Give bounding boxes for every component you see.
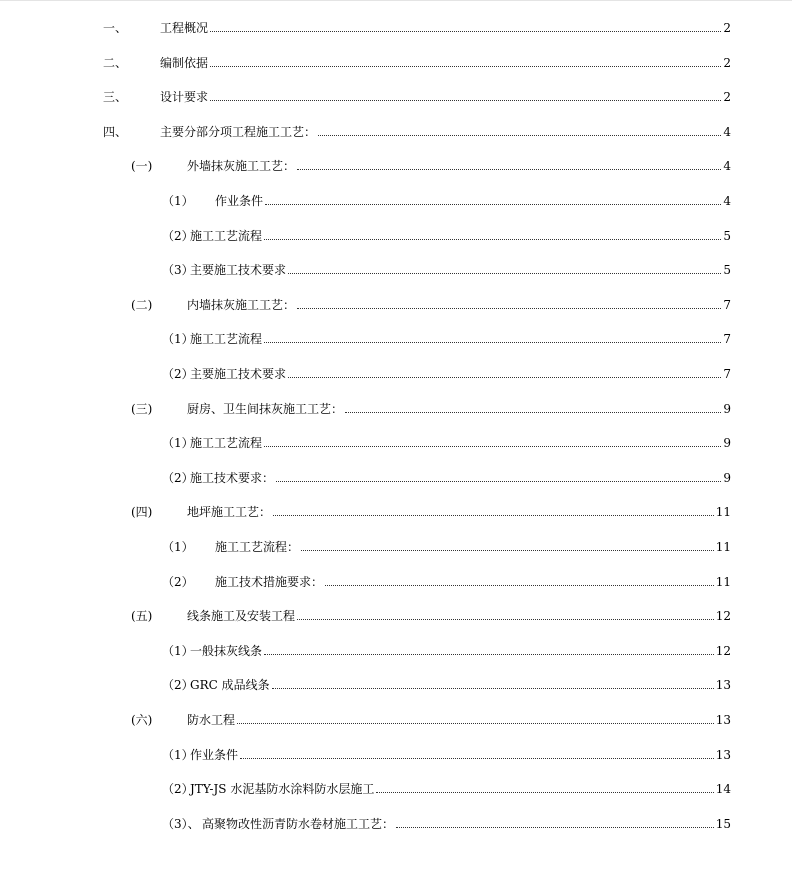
- toc-entry-page-number: 5: [723, 229, 731, 243]
- dot-leader: [264, 342, 721, 343]
- dot-leader: [210, 100, 721, 101]
- toc-entry-title: 施工技术措施要求：: [215, 575, 324, 589]
- dot-leader: [264, 654, 714, 655]
- toc-entry-page-number: 13: [715, 748, 731, 762]
- toc-entry-title: 一般抹灰线条: [190, 644, 263, 658]
- toc-entry-page-number: 11: [715, 540, 731, 554]
- toc-entry-page-number: 9: [723, 436, 731, 450]
- toc-entry-page-number: 7: [723, 298, 731, 312]
- toc-entry-page-number: 13: [715, 678, 731, 692]
- toc-entry[interactable]: [162, 813, 731, 831]
- toc-entry-title: 施工工艺流程: [190, 332, 263, 346]
- dot-leader: [288, 377, 721, 378]
- toc-entry-page-number: 12: [715, 609, 731, 623]
- toc-entry[interactable]: [162, 744, 731, 762]
- dot-leader: [276, 481, 721, 482]
- dot-leader: [273, 515, 714, 516]
- toc-entry-page-number: 15: [715, 817, 731, 831]
- toc-entry[interactable]: [162, 571, 731, 589]
- dot-leader: [345, 412, 721, 413]
- toc-entry-number: (二): [131, 298, 153, 312]
- toc-entry[interactable]: [131, 605, 731, 623]
- toc-entry[interactable]: [162, 190, 731, 208]
- dot-leader: [301, 550, 714, 551]
- dot-leader: [297, 169, 721, 170]
- toc-entry-title: GRC 成品线条: [190, 678, 270, 692]
- toc-entry-number: (三): [131, 402, 153, 416]
- toc-entry-title: 施工工艺流程: [190, 436, 263, 450]
- toc-entry-page-number: 7: [723, 367, 731, 381]
- toc-entry-title: 外墙抹灰施工工艺：: [187, 159, 296, 173]
- toc-entry-number: （1）: [162, 436, 194, 450]
- page-top-edge: [0, 0, 792, 1]
- toc-entry-title: 编制依据: [160, 56, 209, 70]
- toc-entry-number: 一、: [103, 21, 128, 35]
- toc-entry[interactable]: [162, 259, 731, 277]
- toc-entry-title: 作业条件: [190, 748, 239, 762]
- toc-entry[interactable]: [162, 225, 731, 243]
- dot-leader: [297, 308, 721, 309]
- dot-leader: [264, 239, 721, 240]
- toc-entry-page-number: 11: [715, 575, 731, 589]
- toc-entry-title: 防水工程: [187, 713, 236, 727]
- toc-entry-number: （3）、: [162, 817, 200, 831]
- dot-leader: [210, 66, 721, 67]
- toc-entry-number: （1）: [162, 332, 194, 346]
- toc-entry-title: 施工工艺流程：: [215, 540, 300, 554]
- toc-entry-title: 作业条件: [215, 194, 264, 208]
- toc-entry-title: 施工工艺流程: [190, 229, 263, 243]
- dot-leader: [396, 827, 714, 828]
- toc-entry-page-number: 14: [715, 782, 731, 796]
- toc-entry-number: 四、: [103, 125, 128, 139]
- toc-entry-number: （2）: [162, 229, 194, 243]
- toc-entry-page-number: 12: [715, 644, 731, 658]
- toc-entry-number: (一): [131, 159, 153, 173]
- toc-entry[interactable]: [162, 363, 731, 381]
- toc-entry[interactable]: [162, 536, 731, 554]
- toc-entry-title: 厨房、卫生间抹灰施工工艺：: [187, 402, 344, 416]
- toc-entry-number: （3）: [162, 263, 194, 277]
- toc-entry[interactable]: [103, 17, 731, 35]
- toc-entry-page-number: 13: [715, 713, 731, 727]
- toc-entry-number: （2）: [162, 782, 194, 796]
- toc-entry-page-number: 9: [723, 471, 731, 485]
- toc-entry-title: 主要施工技术要求: [190, 263, 287, 277]
- toc-entry[interactable]: [162, 467, 731, 485]
- toc-entry[interactable]: [131, 709, 731, 727]
- dot-leader: [288, 273, 721, 274]
- toc-entry-number: （2）: [162, 471, 194, 485]
- dot-leader: [376, 792, 713, 793]
- toc-entry-number: （1）: [162, 194, 194, 208]
- dot-leader: [240, 758, 714, 759]
- toc-entry-number: （2）: [162, 678, 194, 692]
- toc-entry[interactable]: [162, 640, 731, 658]
- toc-entry-page-number: 2: [723, 21, 731, 35]
- toc-entry-title: 施工技术要求：: [190, 471, 275, 485]
- toc-entry-number: 三、: [103, 90, 128, 104]
- dot-leader: [272, 688, 714, 689]
- toc-entry-number: 二、: [103, 56, 128, 70]
- toc-entry-number: (四): [131, 505, 153, 519]
- toc-entry[interactable]: [131, 501, 731, 519]
- toc-entry-page-number: 5: [723, 263, 731, 277]
- toc-entry-page-number: 4: [723, 159, 731, 173]
- toc-entry-page-number: 11: [715, 505, 731, 519]
- toc-entry-page-number: 7: [723, 332, 731, 346]
- toc-entry-number: （2）: [162, 367, 194, 381]
- toc-entry-title: 内墙抹灰施工工艺：: [187, 298, 296, 312]
- toc-entry[interactable]: [103, 52, 731, 70]
- toc-entry-page-number: 2: [723, 56, 731, 70]
- dot-leader: [237, 723, 714, 724]
- toc-entry-page-number: 9: [723, 402, 731, 416]
- toc-entry[interactable]: [162, 328, 731, 346]
- toc-entry[interactable]: [103, 86, 731, 104]
- toc-entry[interactable]: [162, 432, 731, 450]
- toc-entry-title: 高聚物改性沥青防水卷材施工工艺：: [202, 817, 395, 831]
- toc-entry-page-number: 4: [723, 194, 731, 208]
- dot-leader: [318, 135, 721, 136]
- toc-entry-page-number: 4: [723, 125, 731, 139]
- toc-entry-number: （2）: [162, 575, 194, 589]
- toc-entry-title: 地坪施工工艺：: [187, 505, 272, 519]
- toc-entry[interactable]: [162, 778, 731, 796]
- dot-leader: [210, 31, 721, 32]
- toc-entry-title: JTY-JS 水泥基防水涂料防水层施工: [190, 782, 375, 796]
- toc-entry-page-number: 2: [723, 90, 731, 104]
- toc-entry[interactable]: [103, 121, 731, 139]
- toc-entry[interactable]: [131, 294, 731, 312]
- toc-entry-number: (五): [131, 609, 153, 623]
- toc-entry[interactable]: [131, 155, 731, 173]
- toc-entry[interactable]: [162, 674, 731, 692]
- toc-entry-title: 设计要求: [160, 90, 209, 104]
- toc-entry-number: （1）: [162, 644, 194, 658]
- toc-entry-title: 线条施工及安装工程: [187, 609, 296, 623]
- dot-leader: [265, 204, 721, 205]
- dot-leader: [264, 446, 721, 447]
- toc-entry[interactable]: [131, 398, 731, 416]
- toc-entry-number: (六): [131, 713, 153, 727]
- toc-entry-title: 主要施工技术要求: [190, 367, 287, 381]
- dot-leader: [325, 585, 714, 586]
- dot-leader: [297, 619, 714, 620]
- toc-entry-number: （1）: [162, 748, 194, 762]
- toc-entry-title: 工程概况: [160, 21, 209, 35]
- toc-entry-title: 主要分部分项工程施工工艺：: [160, 125, 317, 139]
- toc-entry-number: （1）: [162, 540, 194, 554]
